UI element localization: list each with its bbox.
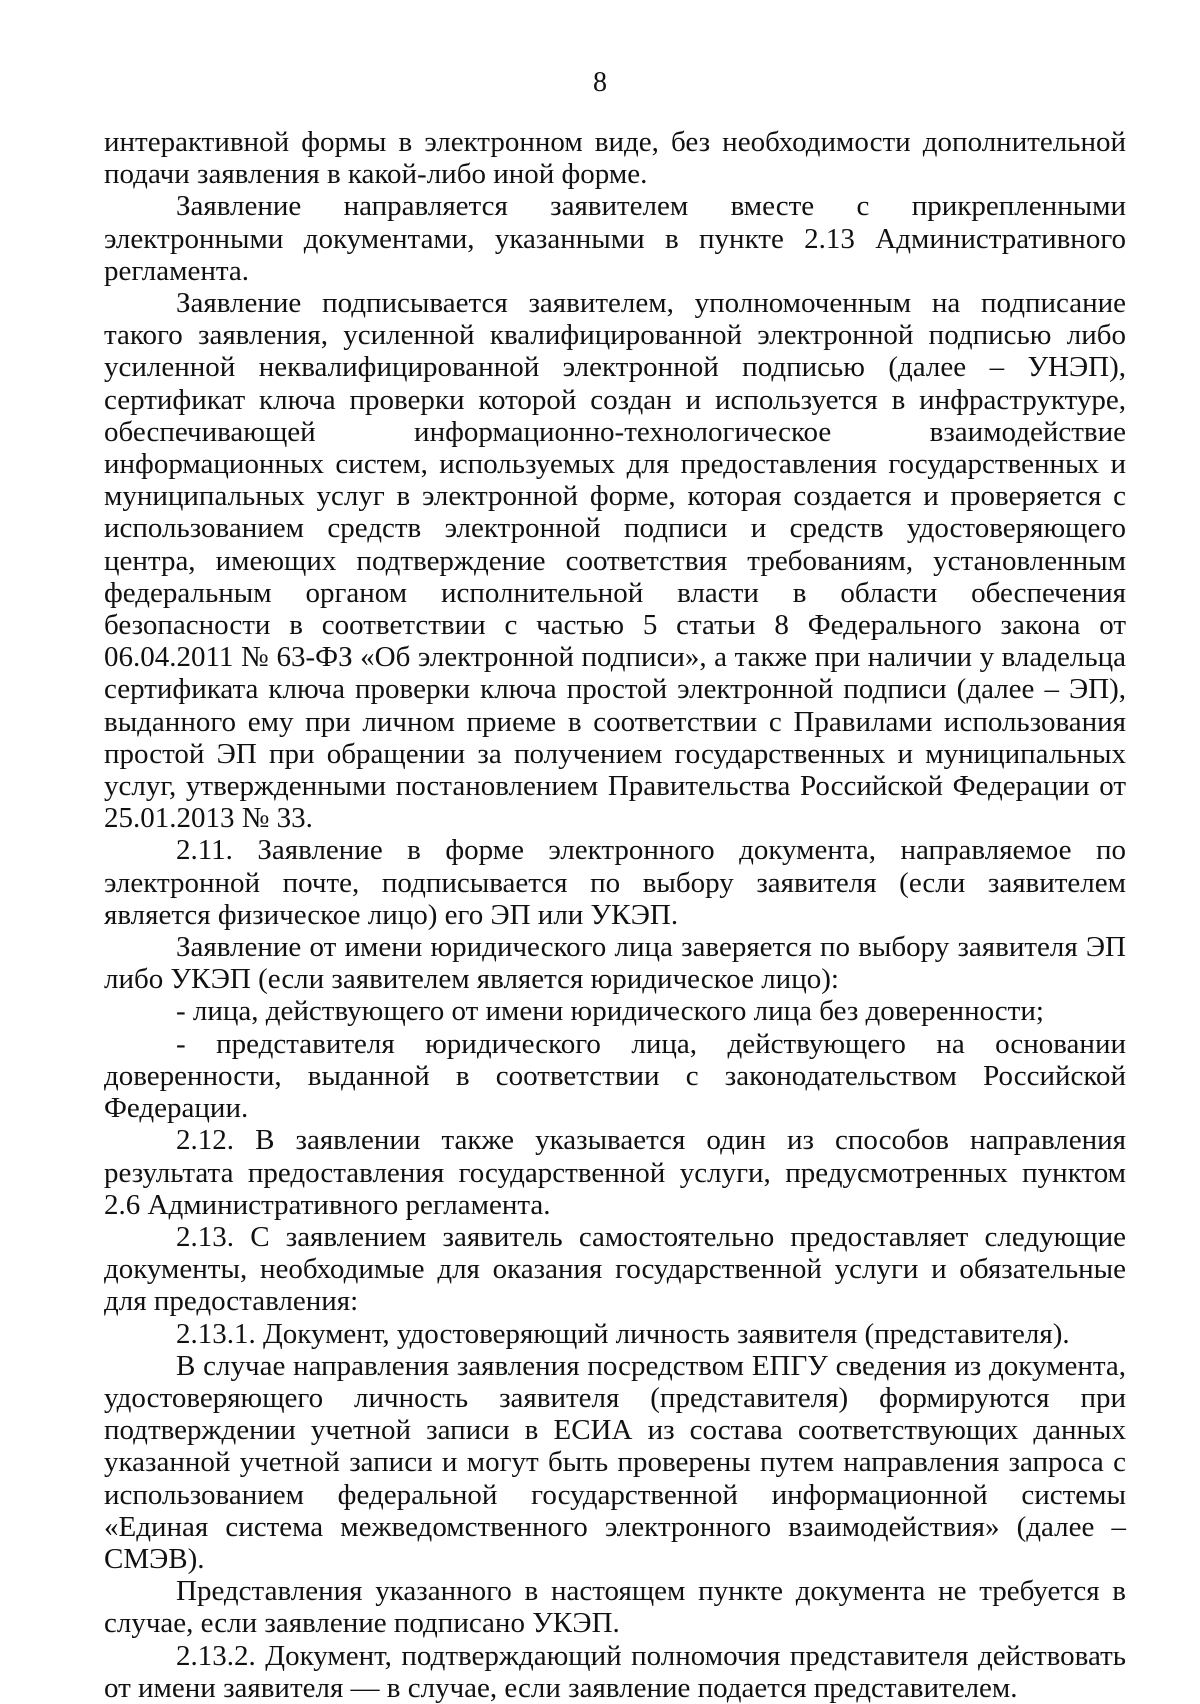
paragraph: 2.12. В заявлении также указывается один из способов направления результата предоставления государственной услуги, предусмотренных пунктом 2.6 Административного регламента. xyxy=(104,1124,1126,1221)
paragraph: Представления указанного в настоящем пункте документа не требуется в случае, если заявление подписано УКЭП. xyxy=(104,1575,1126,1640)
paragraph: 2.11. Заявление в форме электронного документа, направляемое по электронной почте, подписывается по выбору заявителя (если заявителем является физическое лицо) его ЭП или УКЭП. xyxy=(104,834,1126,931)
paragraph: 2.13.1. Документ, удостоверяющий личность заявителя (представителя). xyxy=(176,1317,1070,1350)
paragraph: интерактивной формы в электронном виде, без необходимости дополнительной подачи заявления в какой-либо иной форме. xyxy=(104,126,1126,191)
paragraph: Заявление направляется заявителем вместе с прикрепленными электронными документами, указанными в пункте 2.13 Административного регламента. xyxy=(104,190,1126,287)
list-item: - лица, действующего от имени юридического лица без доверенности; xyxy=(176,995,1044,1028)
document-body xyxy=(104,126,1126,1704)
list-item: - представителя юридического лица, действующего на основании доверенности, выданной в соответствии с законодательством Российской Федерации. xyxy=(104,1027,1126,1125)
paragraph: 2.13. С заявлением заявитель самостоятельно предоставляет следующие документы, необходимые для оказания государственной услуги и обязательные для предоставления: xyxy=(104,1220,1126,1318)
paragraph: 2.13.2. Документ, подтверждающий полномочия представителя действовать от имени заявителя — в случае, если заявление подается представителем. xyxy=(104,1639,1126,1704)
page-number: 8 xyxy=(593,67,607,98)
paragraph: Заявление подписывается заявителем, уполномоченным на подписание такого заявления, усиленной квалифицированной электронной подписью либо усиленной неквалифицированной электронной подписью (далее – УНЭП), сертификат ключа проверки которой создан и используется в инфраструктуре, обеспечивающей информационно-технологическое взаимодействие информационных систем, используемых для предоставления государственных и муниципальных услуг в электронной форме, которая создается и проверяется с использованием средств электронной подписи и средств удостоверяющего центра, имеющих подтверждение соответствия требованиям, установленным федеральным органом исполнительной власти в области обеспечения безопасности в соответствии с частью 5 статьи 8 Федерального закона от 06.04.2011 № 63-ФЗ «Об электронной подписи», а также при наличии у владельца сертификата ключа проверки ключа простой электронной подписи (далее – ЭП), выданного ему при личном приеме в соответствии с Правилами использования простой ЭП при обращении за получением государственных и муниципальных услуг, утвержденными постановлением Правительства Российской Федерации от 25.01.2013 № 33. xyxy=(104,287,1126,835)
paragraph: В случае направления заявления посредством ЕПГУ сведения из документа, удостоверяющего личность заявителя (представителя) формируются при подтверждении учетной записи в ЕСИА из состава соответствующих данных указанной учетной записи и могут быть проверены путем направления запроса с использованием федеральной государственной информационной системы «Единая система межведомственного электронного взаимодействия» (далее – СМЭВ). xyxy=(104,1349,1126,1575)
paragraph: Заявление от имени юридического лица заверяется по выбору заявителя ЭП либо УКЭП (если заявителем является юридическое лицо): xyxy=(104,931,1126,996)
